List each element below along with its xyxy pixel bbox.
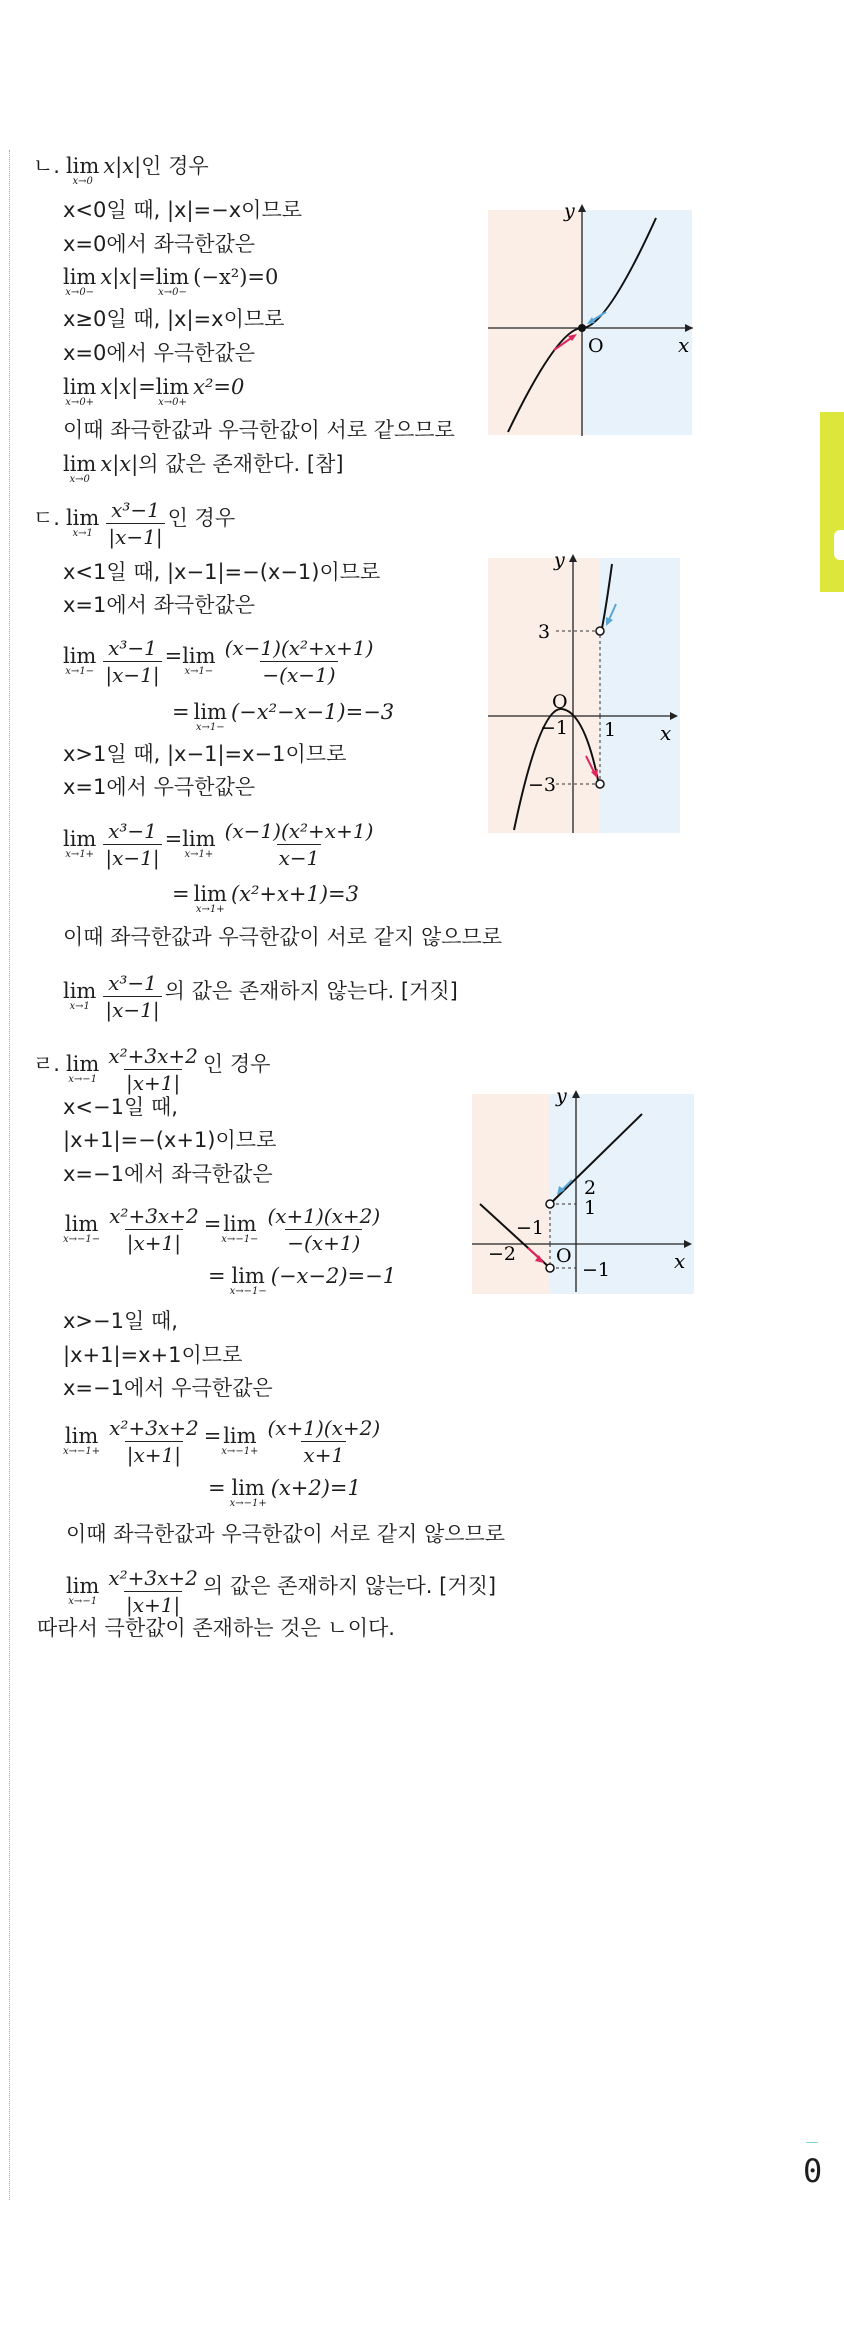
limit-operator: lim x→−1 <box>65 1052 100 1085</box>
point-origin <box>578 324 586 332</box>
axis-label-y: y <box>564 200 575 222</box>
text-line: x=−1에서 우극한값은 <box>63 1376 273 1400</box>
open-point-right <box>596 627 604 635</box>
tick-label-x1: 1 <box>604 719 617 741</box>
axis-label-x: x <box>660 721 672 745</box>
axis-label-y: y <box>554 549 565 571</box>
graph-x-abs-x <box>488 200 698 440</box>
page-number: 0 <box>803 2152 823 2190</box>
limit-operator: lim x→0+ <box>63 375 97 408</box>
equation-line: lim x→0 x|x| 의 값은 존재한다. [참] <box>63 452 344 485</box>
graph-quadratic-over-abs <box>472 1084 698 1296</box>
limit-operator: lim x→0− <box>155 265 190 298</box>
tick-label-xneg1: −1 <box>516 1217 545 1239</box>
origin-label: O <box>556 1245 572 1267</box>
equation-line: lim x→0− x|x|= lim x→0− (−x²)=0 <box>63 265 279 298</box>
limit-operator: lim x→1− <box>193 700 227 733</box>
tick-label-yneg1: −1 <box>582 1259 611 1281</box>
text-line: x=0에서 좌극한값은 <box>63 232 256 256</box>
equation-line: = lim x→−1− (−x−2)=−1 <box>208 1264 397 1297</box>
tick-label-yneg3: −3 <box>528 774 557 796</box>
text-line: x<−1일 때, <box>63 1095 178 1119</box>
limit-operator: lim x→1− <box>182 644 216 677</box>
right-region-shade <box>550 1094 694 1294</box>
equation-line: lim x→1− $\frac{\text{x³−1}}{|x-1|}$ = lim x→1− $\frac{\text{(x−1)(x²+x+1)}}{-(x-1)}$ <box>63 636 374 687</box>
text-line: x=−1에서 좌극한값은 <box>63 1162 273 1186</box>
margin-dotted-line <box>9 150 10 2200</box>
section-n-header: ㄴ. lim x→0 x|x| 인 경우 <box>33 154 209 187</box>
limit-operator: lim x→1+ <box>193 882 227 915</box>
text-line: |x+1|=x+1이므로 <box>63 1343 243 1367</box>
equation-line: lim x→1 $\frac{\text{x³−1}}{|x-1|}$ 의 값은 존재하지 않는다. [거짓] <box>63 971 458 1022</box>
limit-operator: lim x→0+ <box>155 375 190 408</box>
limit-operator: lim x→0− <box>63 265 97 298</box>
right-region-shade <box>600 558 680 833</box>
text-line: x=1에서 좌극한값은 <box>63 593 256 617</box>
chapter-tab <box>820 412 844 592</box>
equation-line: lim x→0+ x|x|= lim x→0+ x²=0 <box>63 375 245 408</box>
tick-label-y2: 2 <box>584 1177 597 1199</box>
equation-line: = lim x→1+ (x²+x+1)=3 <box>172 882 359 915</box>
equation-line: lim x→1+ $\frac{\text{x³−1}}{|x-1|}$ = lim x→1+ $\frac{\text{(x−1)(x²+x+1)}}{x-1}$ <box>63 819 374 870</box>
text-line: 이때 좌극한값과 우극한값이 서로 같지 않으므로 <box>66 1522 506 1546</box>
equation-line: lim x→−1+ $\frac{\text{x²+3x+2}}{|x+1|}$ = lim x→−1+ $\frac{(x+1)(x+2)}{x+1}$ <box>63 1416 381 1467</box>
equation-line: lim x→−1 $\frac{\text{x²+3x+2}}{|x+1|}$ 의 값은 존재하지 않는다. [거짓] <box>66 1566 497 1617</box>
page-number-rule <box>806 2142 818 2143</box>
open-point-left <box>546 1264 554 1272</box>
equation-line: = lim x→−1+ (x+2)=1 <box>208 1476 361 1509</box>
limit-operator: lim x→−1− <box>229 1264 267 1297</box>
axis-label-x: x <box>674 1249 686 1273</box>
section-r-header: ㄹ. lim x→−1 $\frac{\text{x²+3x+2}}{|x+1|}$ 인 경우 <box>33 1044 271 1095</box>
limit-operator: lim x→0 <box>65 154 100 187</box>
limit-operator: lim x→1− <box>63 644 97 677</box>
limit-operator: lim x→−1+ <box>63 1424 101 1457</box>
limit-operator: lim x→1 <box>65 506 100 539</box>
equation-line: = lim x→1− (−x²−x−1)=−3 <box>172 700 395 733</box>
open-point-right <box>546 1200 554 1208</box>
limit-operator: lim x→−1− <box>63 1212 101 1245</box>
text-line: x<1일 때, |x−1|=−(x−1)이므로 <box>63 560 381 584</box>
limit-operator: lim x→−1− <box>221 1212 259 1245</box>
text-line: x>1일 때, |x−1|=x−1이므로 <box>63 742 347 766</box>
tick-label-xneg2: −2 <box>488 1243 517 1265</box>
tick-label-y3: 3 <box>538 621 551 643</box>
section-marker: ㄴ. <box>33 154 60 178</box>
text-line: x=1에서 우극한값은 <box>63 775 256 799</box>
limit-operator: lim x→−1 <box>66 1574 100 1607</box>
text-line: 이때 좌극한값과 우극한값이 서로 같지 않으므로 <box>63 925 503 949</box>
open-point-left <box>596 780 604 788</box>
y-axis-arrow <box>578 204 586 212</box>
chapter-tab-cutout <box>834 530 844 560</box>
tick-label-y1: 1 <box>584 1197 597 1219</box>
origin-label: O <box>588 335 604 357</box>
origin-label: O <box>552 691 568 713</box>
text-line: x>−1일 때, <box>63 1309 178 1333</box>
limit-operator: lim x→1+ <box>63 827 97 860</box>
section-d-header: ㄷ. lim x→1 $\frac{\text{x³−1}}{|x-1|}$ 인 경우 <box>33 498 236 549</box>
left-region-shade <box>488 210 582 435</box>
tick-label-yneg1: −1 <box>540 717 569 739</box>
right-region-shade <box>582 210 692 435</box>
text-line: 이때 좌극한값과 우극한값이 서로 같으므로 <box>63 418 455 442</box>
limit-operator: lim x→−1+ <box>229 1476 267 1509</box>
graph-x3-over-abs <box>488 548 684 838</box>
conclusion: 따라서 극한값이 존재하는 것은 ㄴ이다. <box>37 1616 395 1640</box>
limit-operator: lim x→1+ <box>182 827 216 860</box>
text-line: x≥0일 때, |x|=x이므로 <box>63 307 285 331</box>
limit-operator: lim x→0 <box>63 452 97 485</box>
text-line: |x+1|=−(x+1)이므로 <box>63 1128 277 1152</box>
limit-operator: lim x→1 <box>63 979 97 1012</box>
limit-operator: lim x→−1+ <box>221 1424 259 1457</box>
text-line: x=0에서 우극한값은 <box>63 341 256 365</box>
equation-line: lim x→−1− $\frac{\text{x²+3x+2}}{|x+1|}$ = lim x→−1− $\frac{(x+1)(x+2)}{-(x+1)}$ <box>63 1204 381 1255</box>
axis-label-y: y <box>556 1085 567 1107</box>
text-line: x<0일 때, |x|=−x이므로 <box>63 198 303 222</box>
fraction: $\frac{\text{x²+3x+2}}{|x+1|}$ <box>108 1044 198 1095</box>
axis-label-x: x <box>678 333 690 357</box>
fraction: $\frac{\text{x³−1}}{|x-1|}$ <box>108 498 163 549</box>
